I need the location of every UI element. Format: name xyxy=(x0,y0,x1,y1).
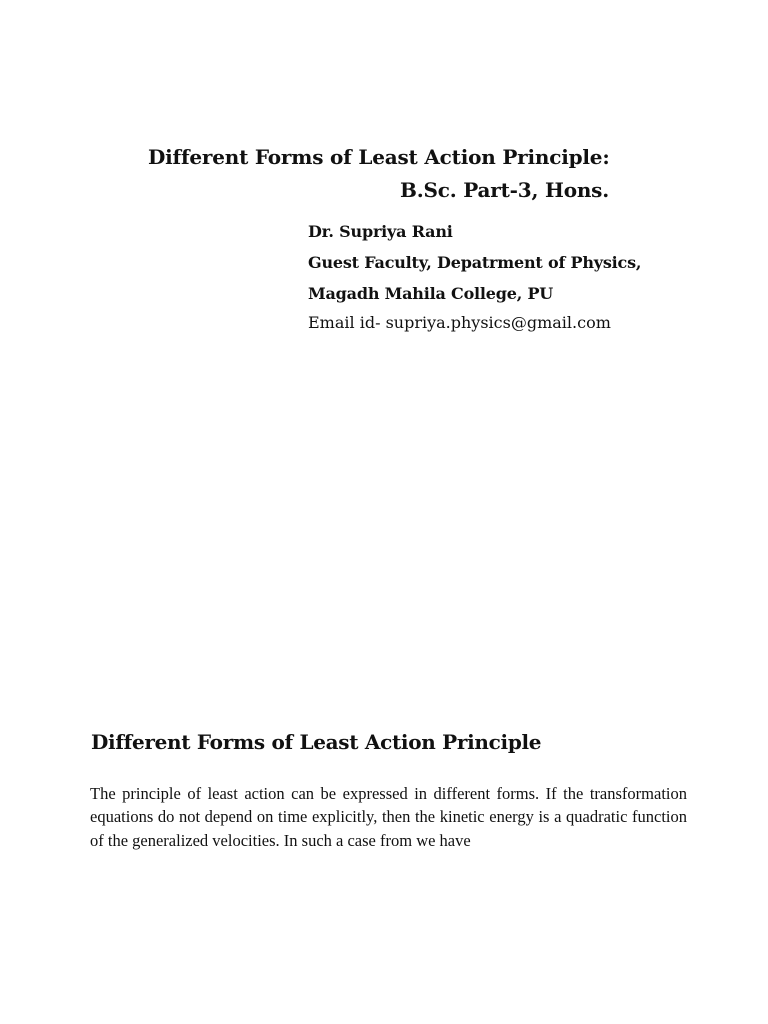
document-title-line-1: Different Forms of Least Action Principle: xyxy=(148,145,610,169)
author-block xyxy=(308,216,641,337)
body-paragraph: The principle of least action can be expressed in different forms. If the transformation equations do not depend on time explicitly, then the kinetic energy is a quadratic function of the generalized velocities. In such a case from we have xyxy=(90,783,687,850)
author-institution: Magadh Mahila College, PU xyxy=(308,284,554,303)
section-heading: Different Forms of Least Action Principle xyxy=(91,730,542,754)
author-position: Guest Faculty, Depatrment of Physics, xyxy=(308,253,642,272)
document-title-line-2: B.Sc. Part-3, Hons. xyxy=(400,178,609,202)
author-name: Dr. Supriya Rani xyxy=(308,222,453,241)
author-email: Email id- supriya.physics@gmail.com xyxy=(308,313,611,332)
